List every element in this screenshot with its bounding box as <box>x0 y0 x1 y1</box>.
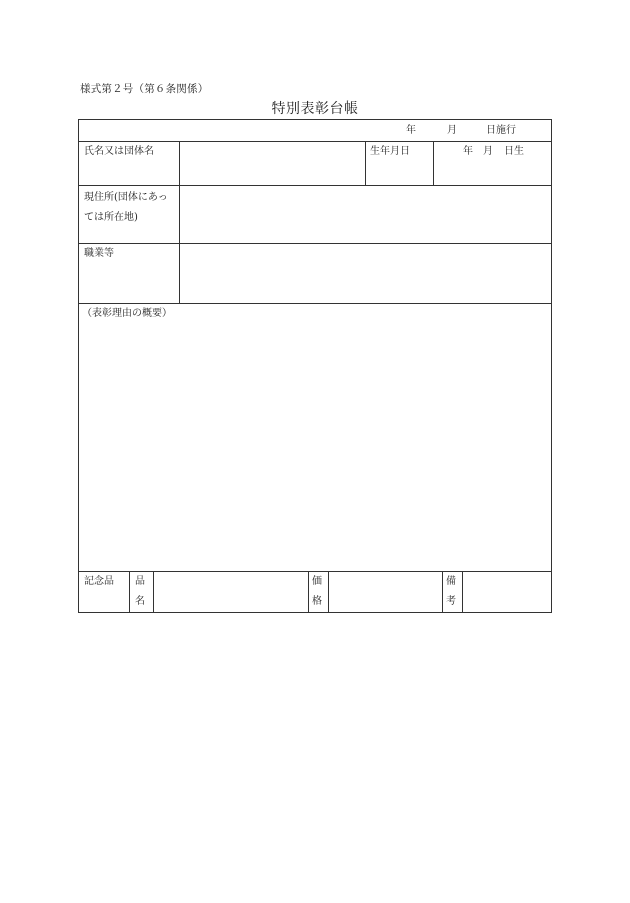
birth-date-label: 生年月日 <box>370 146 410 157</box>
form-label: 様式第２号（第６条関係） <box>80 83 209 95</box>
address-label-line1: 現住所(団体にあっ <box>84 192 168 203</box>
label-column-divider <box>179 141 180 303</box>
memento-divider-6 <box>462 571 463 612</box>
rule-after-reason <box>78 571 552 572</box>
table-border-right <box>551 119 552 613</box>
memento-divider-3 <box>308 571 309 612</box>
reason-label: （表彰理由の概要） <box>82 308 172 319</box>
memento-label: 記念品 <box>84 576 114 587</box>
item-name-char-1: 品 <box>135 576 145 587</box>
rule-after-date <box>78 141 552 142</box>
memento-divider-5 <box>442 571 443 612</box>
memento-divider-2 <box>153 571 154 612</box>
memento-divider-1 <box>129 571 130 612</box>
birth-day-label: 日生 <box>504 146 524 157</box>
birth-column-divider-2 <box>433 141 434 185</box>
birth-column-divider-1 <box>365 141 366 185</box>
date-year-label: 年 <box>406 125 416 136</box>
address-label-line2: ては所在地) <box>84 212 138 223</box>
price-char-1: 価 <box>312 576 322 587</box>
page-title: 特別表彰台帳 <box>271 101 359 117</box>
name-label: 氏名又は団体名 <box>84 146 154 157</box>
price-char-2: 格 <box>312 596 322 607</box>
rule-after-occupation <box>78 303 552 304</box>
date-month-label: 月 <box>447 125 457 136</box>
rule-after-address <box>78 243 552 244</box>
date-day-enforce-label: 日施行 <box>486 125 516 136</box>
table-border-bottom <box>78 612 552 613</box>
table-border-left <box>78 119 79 613</box>
birth-month-label: 月 <box>483 146 493 157</box>
table-border-top <box>78 119 552 120</box>
birth-year-label: 年 <box>463 146 473 157</box>
memento-divider-4 <box>328 571 329 612</box>
award-register-table <box>78 119 552 613</box>
remarks-char-2: 考 <box>446 596 456 607</box>
occupation-label: 職業等 <box>84 248 114 259</box>
item-name-char-2: 名 <box>135 596 145 607</box>
rule-after-name <box>78 185 552 186</box>
remarks-char-1: 備 <box>446 576 456 587</box>
